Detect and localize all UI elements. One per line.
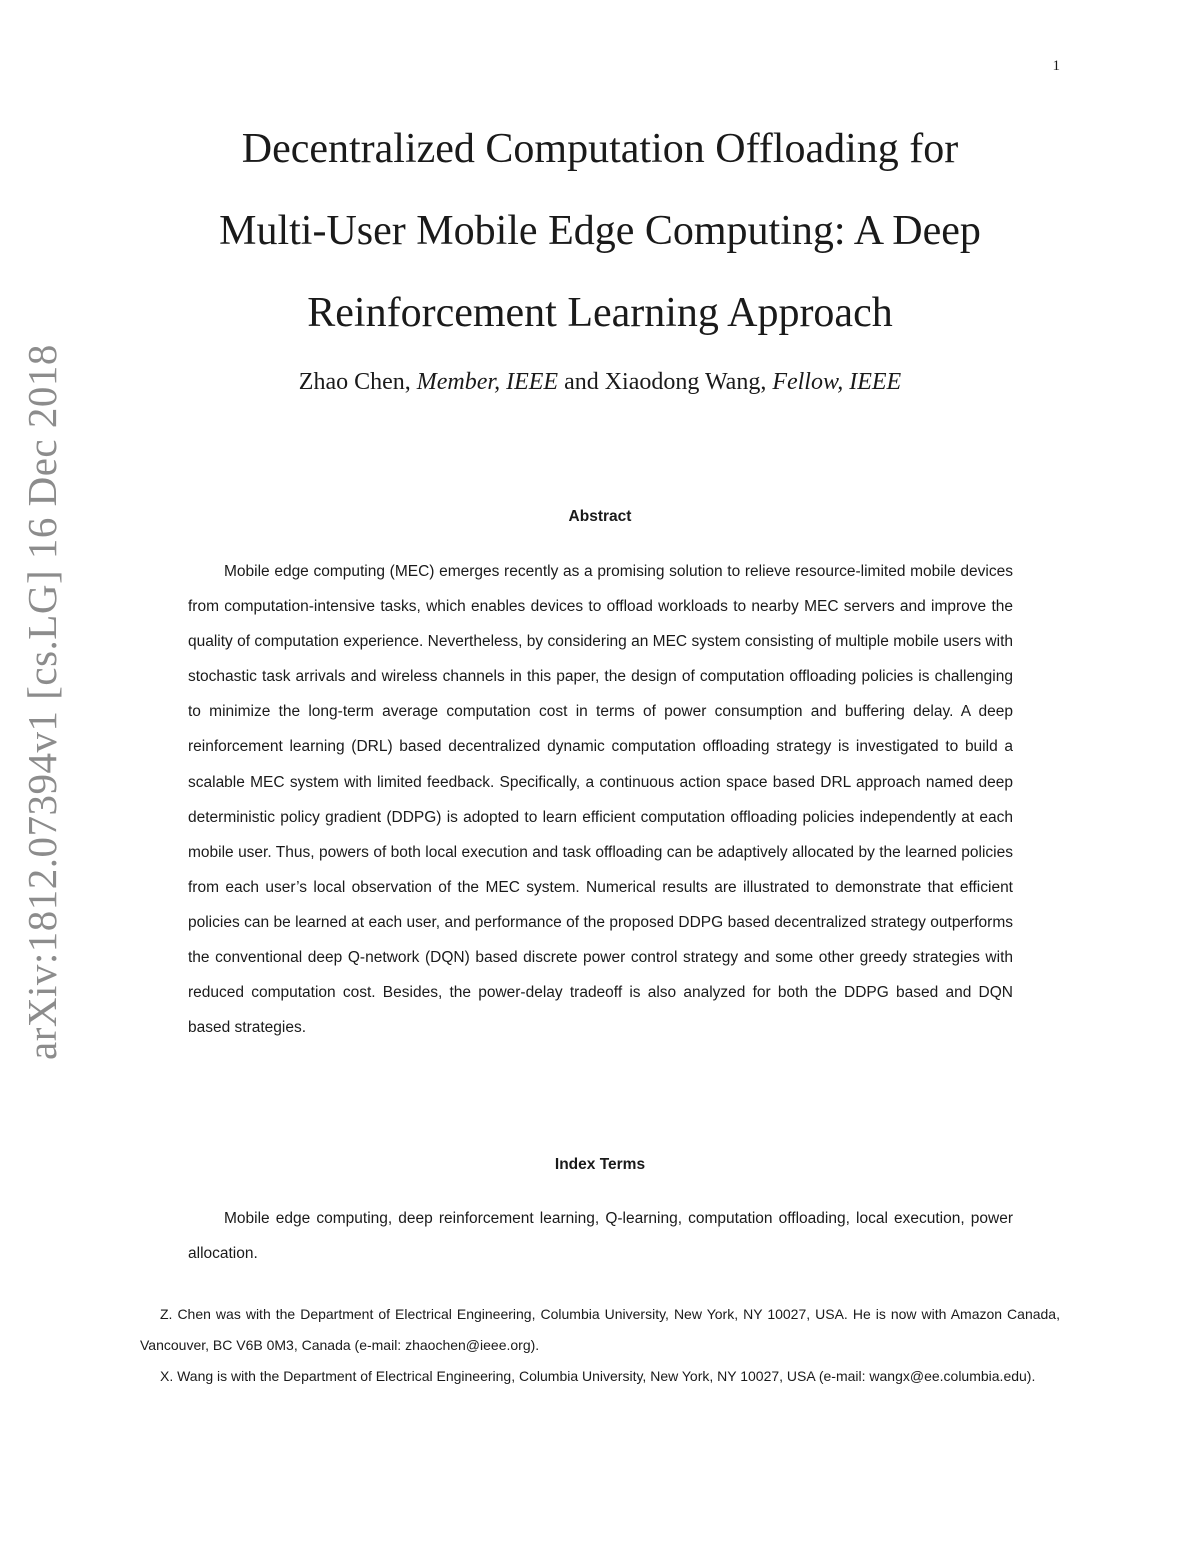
author-name-2: Xiaodong Wang, [604, 369, 767, 395]
author-name-1: Zhao Chen, [298, 369, 411, 395]
author-line [140, 364, 1060, 400]
index-terms-text: Mobile edge computing, deep reinforcement learning, Q-learning, computation offloading, local execution, power allocation. [188, 1210, 1013, 1263]
abstract-heading: Abstract [568, 508, 632, 525]
title-line-3: Reinforcement Learning Approach [307, 290, 893, 336]
title-line-1: Decentralized Computation Offloading for [241, 126, 959, 172]
footnote-1: Z. Chen was with the Department of Electrical Engineering, Columbia University, New York, NY 10027, USA. He is now with Amazon Canada, Vancouver, BC V6B 0M3, Canada (e-mail: zhaochen@ieee.org). [140, 1306, 1060, 1353]
index-terms-heading: Index Terms [554, 1156, 646, 1173]
title-line-2: Multi-User Mobile Edge Computing: A Deep [219, 208, 981, 254]
author-conjunction: and [564, 369, 599, 395]
paper-title [140, 108, 1060, 354]
author-role-2: Fellow, IEEE [772, 369, 902, 395]
abstract-text: Mobile edge computing (MEC) emerges recently as a promising solution to relieve resource-limited mobile devices from computation-intensive tasks, which enables devices to offload workloads to nearby MEC servers and improve the quality of computation experience. Nevertheless, by considering an MEC system consisting of multiple mobile users with stochastic task arrivals and wireless channels in this paper, the design of computation offloading policies is challenging to minimize the long-term average computation cost in terms of power consumption and buffering delay. A deep reinforcement learning (DRL) based decentralized dynamic computation offloading strategy is investigated to build a scalable MEC system with limited feedback. Specifically, a continuous action space based DRL approach named deep deterministic policy gradient (DDPG) is adopted to learn efficient computation offloading policies independently at each mobile user. Thus, powers of both local execution and task offloading can be adaptively allocated by the learned policies from each user’s local observation of the MEC system. Numerical results are illustrated to demonstrate that efficient policies can be learned at each user, and performance of the proposed DDPG based decentralized strategy outperforms the conventional deep Q-network (DQN) based discrete power control strategy and some other greedy strategies with reduced computation cost. Besides, the power-delay tradeoff is also analyzed for both the DDPG based and DQN based strategies. [188, 563, 1013, 1037]
author-role-1: Member, IEEE [416, 369, 559, 395]
arxiv-identifier-stamp[interactable]: arXiv:1812.07394v1 [cs.LG] 16 Dec 2018 [19, 344, 65, 1060]
author-footnotes [140, 1299, 1060, 1392]
page-number: 1 [1052, 58, 1060, 74]
footnote-2: X. Wang is with the Department of Electrical Engineering, Columbia University, New York, NY 10027, USA (e-mail: wangx@ee.columbia.edu). [160, 1368, 1036, 1384]
